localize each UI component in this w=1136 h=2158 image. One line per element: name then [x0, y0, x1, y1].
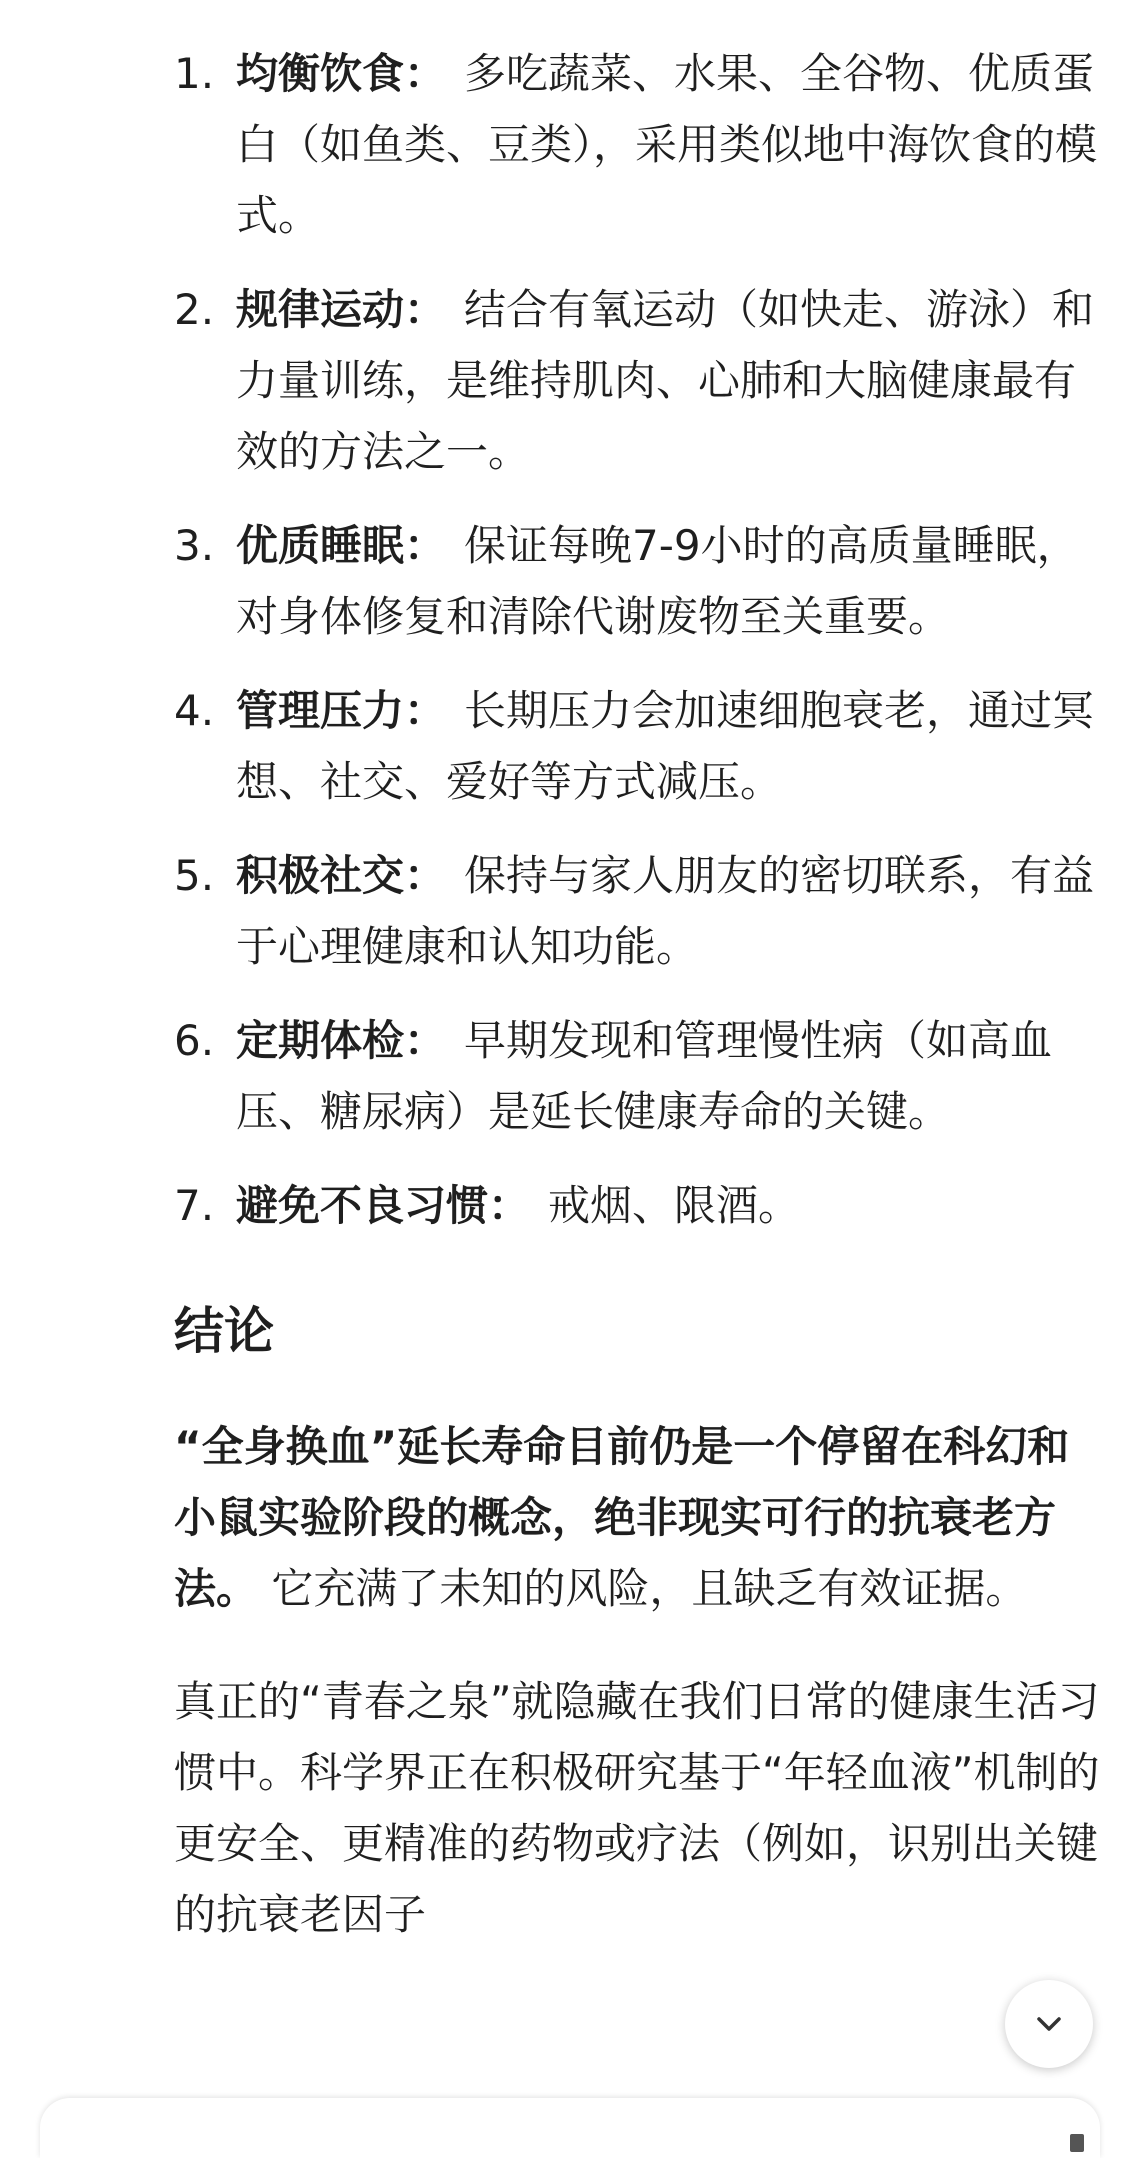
list-item: [174, 274, 1104, 487]
conclusion-paragraph: [174, 1411, 1104, 1624]
closing-paragraph: 真正的“青春之泉”就隐藏在我们日常的健康生活习惯中。科学界正在积极研究基于“年轻血液”机制的更安全、更精准的药物或疗法（例如，识别出关键的抗衰老因子: [174, 1677, 1100, 1939]
list-item-body: 戒烟、限酒。: [548, 1181, 801, 1230]
chevron-down-icon: [1029, 2004, 1069, 2044]
list-number: 2.: [174, 285, 215, 334]
list-item-title: 定期体检：: [236, 1016, 447, 1065]
conclusion-heading: 结论: [174, 1302, 274, 1360]
list-item-body: 保持与家人朋友的密切联系，有益于心理健康和认知功能。: [236, 851, 1095, 971]
list-item: [174, 38, 1104, 251]
list-item-body: 多吃蔬菜、水果、全谷物、优质蛋白（如鱼类、豆类），采用类似地中海饮食的模式。: [236, 49, 1098, 240]
list-number: 7.: [174, 1181, 215, 1230]
list-item-body: 长期压力会加速细胞衰老，通过冥想、社交、爱好等方式减压。: [236, 686, 1095, 806]
list-item-body: 结合有氧运动（如快走、游泳）和力量训练，是维持肌肉、心肺和大脑健康最有效的方法之一。: [236, 285, 1095, 476]
list-number: 5.: [174, 851, 215, 900]
list-item-title: 优质睡眠：: [236, 521, 447, 570]
watermark: [1070, 2134, 1084, 2152]
list-item-title: 避免不良习惯：: [236, 1181, 531, 1230]
scroll-to-bottom-button[interactable]: [1005, 1980, 1093, 2068]
list-item-text: [236, 1170, 1104, 1241]
list-item: [174, 675, 1104, 817]
list-item-title: 积极社交：: [236, 851, 447, 900]
list-item-title: 均衡饮食：: [236, 49, 447, 98]
list-item: [174, 510, 1104, 652]
tips-list: [174, 38, 1104, 1241]
list-number: 4.: [174, 686, 215, 735]
bottom-input-bar[interactable]: [40, 2098, 1100, 2158]
list-item-text: [236, 1005, 1104, 1147]
list-item-title: 规律运动：: [236, 285, 447, 334]
article-content: [174, 38, 1104, 1992]
list-item: [174, 840, 1104, 982]
list-number: 6.: [174, 1016, 215, 1065]
conclusion-text: 它充满了未知的风险，且缺乏有效证据。: [271, 1564, 1028, 1613]
list-item-body: 早期发现和管理慢性病（如高血压、糖尿病）是延长健康寿命的关键。: [236, 1016, 1053, 1136]
list-item-title: 管理压力：: [236, 686, 447, 735]
list-item-text: [236, 38, 1104, 251]
list-item-text: [236, 274, 1104, 487]
list-item-text: [236, 840, 1104, 982]
list-number: 1.: [174, 49, 215, 98]
list-item: [174, 1005, 1104, 1147]
list-item-body: 保证每晚7-9小时的高质量睡眠，对身体修复和清除代谢废物至关重要。: [236, 521, 1079, 641]
watermark-logo-icon: [1070, 2134, 1084, 2152]
list-item-text: [236, 675, 1104, 817]
list-number: 3.: [174, 521, 215, 570]
conclusion-bold-text: “全身换血”延长寿命目前仍是一个停留在科幻和小鼠实验阶段的概念，绝非现实可行的抗衰老方法。: [174, 1422, 1070, 1613]
list-item-text: [236, 510, 1104, 652]
list-item: [174, 1170, 1104, 1241]
